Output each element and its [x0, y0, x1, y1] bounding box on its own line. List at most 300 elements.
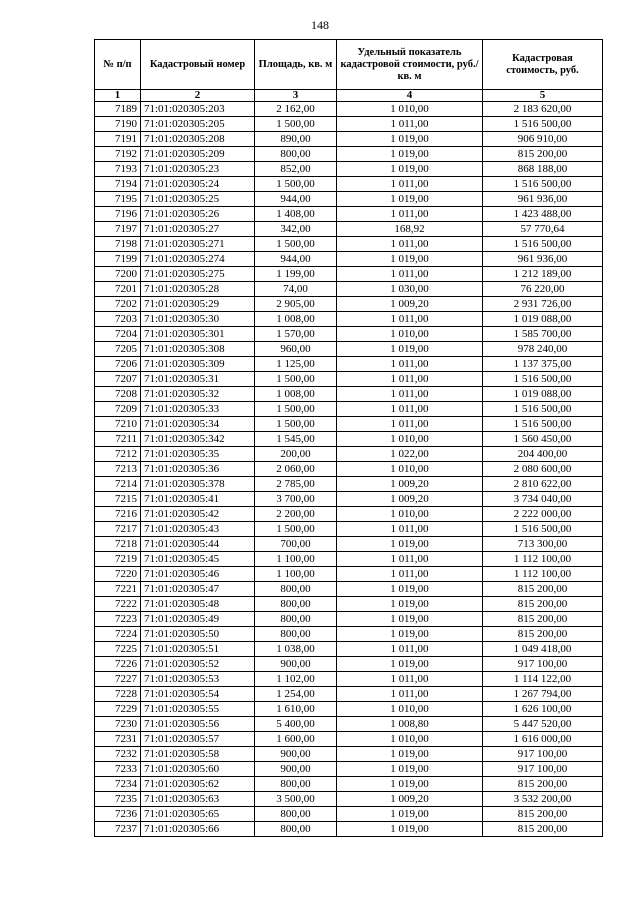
table-row: [95, 387, 603, 402]
area-cell: 944,00: [255, 192, 337, 207]
specific-value-cell: 1 019,00: [337, 822, 483, 837]
table-row: [95, 492, 603, 507]
row-number-cell: 7190: [95, 117, 141, 132]
area-cell: 900,00: [255, 657, 337, 672]
area-cell: 800,00: [255, 627, 337, 642]
specific-value-cell: 1 019,00: [337, 762, 483, 777]
area-cell: 1 500,00: [255, 117, 337, 132]
area-cell: 1 199,00: [255, 267, 337, 282]
cadastral-number-cell: 71:01:020305:65: [141, 807, 255, 822]
table-row: [95, 132, 603, 147]
specific-value-cell: 1 019,00: [337, 807, 483, 822]
table-row: [95, 732, 603, 747]
cadastral-number-cell: 71:01:020305:24: [141, 177, 255, 192]
area-cell: 900,00: [255, 762, 337, 777]
specific-value-cell: 1 011,00: [337, 372, 483, 387]
table-row: [95, 582, 603, 597]
cadastral-value-table: [94, 39, 603, 837]
cadastral-number-cell: 71:01:020305:45: [141, 552, 255, 567]
cadastral-value-cell: 815 200,00: [483, 597, 603, 612]
cadastral-value-cell: 1 423 488,00: [483, 207, 603, 222]
cadastral-number-cell: 71:01:020305:63: [141, 792, 255, 807]
cadastral-number-cell: 71:01:020305:32: [141, 387, 255, 402]
area-cell: 1 038,00: [255, 642, 337, 657]
cadastral-number-cell: 71:01:020305:275: [141, 267, 255, 282]
table-row: [95, 537, 603, 552]
specific-value-cell: 1 011,00: [337, 387, 483, 402]
row-number-cell: 7216: [95, 507, 141, 522]
cadastral-number-cell: 71:01:020305:42: [141, 507, 255, 522]
area-cell: 1 500,00: [255, 237, 337, 252]
cadastral-number-cell: 71:01:020305:309: [141, 357, 255, 372]
column-number: 1: [95, 90, 141, 102]
cadastral-value-cell: 815 200,00: [483, 807, 603, 822]
row-number-cell: 7210: [95, 417, 141, 432]
cadastral-number-cell: 71:01:020305:58: [141, 747, 255, 762]
cadastral-value-cell: 906 910,00: [483, 132, 603, 147]
cadastral-value-cell: 815 200,00: [483, 147, 603, 162]
table-row: [95, 807, 603, 822]
specific-value-cell: 1 011,00: [337, 177, 483, 192]
header-area: Площадь, кв. м: [255, 40, 337, 90]
specific-value-cell: 1 010,00: [337, 507, 483, 522]
specific-value-cell: 1 010,00: [337, 702, 483, 717]
cadastral-number-cell: 71:01:020305:47: [141, 582, 255, 597]
cadastral-value-cell: 961 936,00: [483, 252, 603, 267]
specific-value-cell: 1 019,00: [337, 537, 483, 552]
area-cell: 342,00: [255, 222, 337, 237]
header-specific-value: Удельный показатель кадастровой стоимости, руб./кв. м: [337, 40, 483, 90]
table-row: [95, 192, 603, 207]
cadastral-number-cell: 71:01:020305:52: [141, 657, 255, 672]
area-cell: 1 500,00: [255, 372, 337, 387]
area-cell: 1 102,00: [255, 672, 337, 687]
cadastral-value-cell: 1 516 500,00: [483, 417, 603, 432]
table-row: [95, 567, 603, 582]
row-number-cell: 7196: [95, 207, 141, 222]
area-cell: 2 060,00: [255, 462, 337, 477]
cadastral-value-cell: 5 447 520,00: [483, 717, 603, 732]
row-number-cell: 7212: [95, 447, 141, 462]
cadastral-value-cell: 1 114 122,00: [483, 672, 603, 687]
cadastral-value-cell: 3 532 200,00: [483, 792, 603, 807]
row-number-cell: 7202: [95, 297, 141, 312]
row-number-cell: 7230: [95, 717, 141, 732]
area-cell: 1 500,00: [255, 522, 337, 537]
area-cell: 960,00: [255, 342, 337, 357]
table-row: [95, 342, 603, 357]
cadastral-number-cell: 71:01:020305:48: [141, 597, 255, 612]
cadastral-value-cell: 917 100,00: [483, 747, 603, 762]
row-number-cell: 7234: [95, 777, 141, 792]
row-number-cell: 7192: [95, 147, 141, 162]
cadastral-number-cell: 71:01:020305:342: [141, 432, 255, 447]
specific-value-cell: 1 019,00: [337, 627, 483, 642]
column-number: 5: [483, 90, 603, 102]
cadastral-number-cell: 71:01:020305:35: [141, 447, 255, 462]
row-number-cell: 7215: [95, 492, 141, 507]
specific-value-cell: 1 009,20: [337, 492, 483, 507]
cadastral-number-cell: 71:01:020305:66: [141, 822, 255, 837]
specific-value-cell: 1 011,00: [337, 357, 483, 372]
row-number-cell: 7218: [95, 537, 141, 552]
cadastral-number-cell: 71:01:020305:36: [141, 462, 255, 477]
table-row: [95, 432, 603, 447]
row-number-cell: 7206: [95, 357, 141, 372]
specific-value-cell: 1 022,00: [337, 447, 483, 462]
table-row: [95, 147, 603, 162]
cadastral-number-cell: 71:01:020305:301: [141, 327, 255, 342]
cadastral-value-cell: 917 100,00: [483, 657, 603, 672]
cadastral-number-cell: 71:01:020305:274: [141, 252, 255, 267]
row-number-cell: 7228: [95, 687, 141, 702]
area-cell: 700,00: [255, 537, 337, 552]
specific-value-cell: 1 011,00: [337, 237, 483, 252]
cadastral-number-cell: 71:01:020305:60: [141, 762, 255, 777]
specific-value-cell: 1 019,00: [337, 582, 483, 597]
area-cell: 944,00: [255, 252, 337, 267]
table-row: [95, 462, 603, 477]
table-row: [95, 207, 603, 222]
cadastral-value-cell: 2 810 622,00: [483, 477, 603, 492]
cadastral-value-cell: 1 212 189,00: [483, 267, 603, 282]
area-cell: 1 610,00: [255, 702, 337, 717]
cadastral-value-cell: 978 240,00: [483, 342, 603, 357]
cadastral-value-cell: 917 100,00: [483, 762, 603, 777]
table-row: [95, 672, 603, 687]
area-cell: 1 254,00: [255, 687, 337, 702]
cadastral-number-cell: 71:01:020305:55: [141, 702, 255, 717]
specific-value-cell: 1 011,00: [337, 687, 483, 702]
table-row: [95, 717, 603, 732]
table-row: [95, 642, 603, 657]
cadastral-value-cell: 76 220,00: [483, 282, 603, 297]
row-number-cell: 7204: [95, 327, 141, 342]
table-header-row: [95, 40, 603, 90]
specific-value-cell: 1 011,00: [337, 642, 483, 657]
row-number-cell: 7233: [95, 762, 141, 777]
row-number-cell: 7227: [95, 672, 141, 687]
specific-value-cell: 1 019,00: [337, 777, 483, 792]
area-cell: 1 500,00: [255, 402, 337, 417]
specific-value-cell: 1 019,00: [337, 147, 483, 162]
area-cell: 1 500,00: [255, 417, 337, 432]
cadastral-value-cell: 1 516 500,00: [483, 522, 603, 537]
row-number-cell: 7211: [95, 432, 141, 447]
area-cell: 890,00: [255, 132, 337, 147]
row-number-cell: 7236: [95, 807, 141, 822]
area-cell: 2 905,00: [255, 297, 337, 312]
cadastral-value-cell: 815 200,00: [483, 627, 603, 642]
area-cell: 1 008,00: [255, 387, 337, 402]
cadastral-number-cell: 71:01:020305:62: [141, 777, 255, 792]
cadastral-number-cell: 71:01:020305:31: [141, 372, 255, 387]
cadastral-number-cell: 71:01:020305:54: [141, 687, 255, 702]
cadastral-number-cell: 71:01:020305:205: [141, 117, 255, 132]
cadastral-number-cell: 71:01:020305:46: [141, 567, 255, 582]
cadastral-number-cell: 71:01:020305:29: [141, 297, 255, 312]
specific-value-cell: 1 019,00: [337, 747, 483, 762]
table-row: [95, 177, 603, 192]
cadastral-value-cell: 1 137 375,00: [483, 357, 603, 372]
table-row: [95, 657, 603, 672]
row-number-cell: 7217: [95, 522, 141, 537]
row-number-cell: 7232: [95, 747, 141, 762]
cadastral-value-cell: 713 300,00: [483, 537, 603, 552]
area-cell: 2 162,00: [255, 102, 337, 117]
row-number-cell: 7231: [95, 732, 141, 747]
row-number-cell: 7207: [95, 372, 141, 387]
specific-value-cell: 1 019,00: [337, 342, 483, 357]
area-cell: 1 500,00: [255, 177, 337, 192]
row-number-cell: 7220: [95, 567, 141, 582]
row-number-cell: 7235: [95, 792, 141, 807]
cadastral-value-cell: 1 516 500,00: [483, 237, 603, 252]
table-row: [95, 507, 603, 522]
area-cell: 1 545,00: [255, 432, 337, 447]
cadastral-value-cell: 1 049 418,00: [483, 642, 603, 657]
cadastral-value-cell: 868 188,00: [483, 162, 603, 177]
cadastral-value-cell: 1 019 088,00: [483, 312, 603, 327]
row-number-cell: 7194: [95, 177, 141, 192]
cadastral-value-cell: 1 626 100,00: [483, 702, 603, 717]
table-row: [95, 357, 603, 372]
area-cell: 200,00: [255, 447, 337, 462]
area-cell: 800,00: [255, 147, 337, 162]
specific-value-cell: 1 009,20: [337, 477, 483, 492]
specific-value-cell: 1 019,00: [337, 162, 483, 177]
area-cell: 1 408,00: [255, 207, 337, 222]
area-cell: 1 008,00: [255, 312, 337, 327]
table-row: [95, 747, 603, 762]
row-number-cell: 7223: [95, 612, 141, 627]
row-number-cell: 7195: [95, 192, 141, 207]
page-number: 148: [311, 18, 329, 32]
cadastral-number-cell: 71:01:020305:308: [141, 342, 255, 357]
table-row: [95, 297, 603, 312]
specific-value-cell: 1 011,00: [337, 117, 483, 132]
cadastral-number-cell: 71:01:020305:56: [141, 717, 255, 732]
table-row: [95, 627, 603, 642]
specific-value-cell: 168,92: [337, 222, 483, 237]
specific-value-cell: 1 010,00: [337, 327, 483, 342]
table-row: [95, 777, 603, 792]
cadastral-value-cell: 1 516 500,00: [483, 402, 603, 417]
column-number: 2: [141, 90, 255, 102]
cadastral-value-cell: 1 112 100,00: [483, 552, 603, 567]
cadastral-value-cell: 1 516 500,00: [483, 177, 603, 192]
specific-value-cell: 1 019,00: [337, 252, 483, 267]
table-row: [95, 552, 603, 567]
specific-value-cell: 1 010,00: [337, 462, 483, 477]
column-number-row: [95, 90, 603, 102]
table-row: [95, 237, 603, 252]
cadastral-value-cell: 1 560 450,00: [483, 432, 603, 447]
row-number-cell: 7213: [95, 462, 141, 477]
table-row: [95, 327, 603, 342]
header-cadastral-number: Кадастровый номер: [141, 40, 255, 90]
table-row: [95, 372, 603, 387]
row-number-cell: 7197: [95, 222, 141, 237]
table-row: [95, 312, 603, 327]
area-cell: 2 200,00: [255, 507, 337, 522]
specific-value-cell: 1 010,00: [337, 732, 483, 747]
cadastral-value-cell: 815 200,00: [483, 612, 603, 627]
cadastral-value-cell: 1 616 000,00: [483, 732, 603, 747]
row-number-cell: 7222: [95, 597, 141, 612]
cadastral-value-cell: 1 019 088,00: [483, 387, 603, 402]
area-cell: 800,00: [255, 777, 337, 792]
cadastral-value-cell: 3 734 040,00: [483, 492, 603, 507]
cadastral-number-cell: 71:01:020305:208: [141, 132, 255, 147]
cadastral-value-cell: 57 770,64: [483, 222, 603, 237]
cadastral-value-cell: 961 936,00: [483, 192, 603, 207]
cadastral-number-cell: 71:01:020305:49: [141, 612, 255, 627]
cadastral-number-cell: 71:01:020305:209: [141, 147, 255, 162]
row-number-cell: 7221: [95, 582, 141, 597]
table-row: [95, 252, 603, 267]
cadastral-number-cell: 71:01:020305:271: [141, 237, 255, 252]
area-cell: 1 600,00: [255, 732, 337, 747]
cadastral-number-cell: 71:01:020305:57: [141, 732, 255, 747]
table-row: [95, 477, 603, 492]
cadastral-number-cell: 71:01:020305:30: [141, 312, 255, 327]
row-number-cell: 7191: [95, 132, 141, 147]
area-cell: 800,00: [255, 582, 337, 597]
row-number-cell: 7224: [95, 627, 141, 642]
specific-value-cell: 1 011,00: [337, 402, 483, 417]
cadastral-number-cell: 71:01:020305:53: [141, 672, 255, 687]
specific-value-cell: 1 011,00: [337, 672, 483, 687]
specific-value-cell: 1 009,20: [337, 792, 483, 807]
column-number: 4: [337, 90, 483, 102]
row-number-cell: 7226: [95, 657, 141, 672]
cadastral-number-cell: 71:01:020305:203: [141, 102, 255, 117]
table-row: [95, 102, 603, 117]
table-row: [95, 402, 603, 417]
specific-value-cell: 1 011,00: [337, 417, 483, 432]
cadastral-value-cell: 1 267 794,00: [483, 687, 603, 702]
table-row: [95, 792, 603, 807]
column-number: 3: [255, 90, 337, 102]
row-number-cell: 7189: [95, 102, 141, 117]
cadastral-value-cell: 204 400,00: [483, 447, 603, 462]
table-row: [95, 612, 603, 627]
header-cadastral-value: Кадастровая стоимость, руб.: [483, 40, 603, 90]
specific-value-cell: 1 009,20: [337, 297, 483, 312]
table-row: [95, 597, 603, 612]
specific-value-cell: 1 011,00: [337, 267, 483, 282]
cadastral-number-cell: 71:01:020305:26: [141, 207, 255, 222]
cadastral-number-cell: 71:01:020305:34: [141, 417, 255, 432]
specific-value-cell: 1 010,00: [337, 102, 483, 117]
cadastral-number-cell: 71:01:020305:44: [141, 537, 255, 552]
row-number-cell: 7208: [95, 387, 141, 402]
row-number-cell: 7193: [95, 162, 141, 177]
cadastral-value-cell: 1 112 100,00: [483, 567, 603, 582]
cadastral-number-cell: 71:01:020305:25: [141, 192, 255, 207]
area-cell: 2 785,00: [255, 477, 337, 492]
cadastral-value-cell: 815 200,00: [483, 822, 603, 837]
row-number-cell: 7200: [95, 267, 141, 282]
area-cell: 800,00: [255, 597, 337, 612]
table-row: [95, 522, 603, 537]
table-row: [95, 447, 603, 462]
cadastral-value-cell: 1 516 500,00: [483, 372, 603, 387]
table-row: [95, 162, 603, 177]
table-row: [95, 822, 603, 837]
cadastral-number-cell: 71:01:020305:33: [141, 402, 255, 417]
area-cell: 1 100,00: [255, 567, 337, 582]
row-number-cell: 7198: [95, 237, 141, 252]
row-number-cell: 7219: [95, 552, 141, 567]
area-cell: 1 570,00: [255, 327, 337, 342]
area-cell: 900,00: [255, 747, 337, 762]
cadastral-number-cell: 71:01:020305:23: [141, 162, 255, 177]
cadastral-number-cell: 71:01:020305:50: [141, 627, 255, 642]
specific-value-cell: 1 019,00: [337, 192, 483, 207]
specific-value-cell: 1 019,00: [337, 657, 483, 672]
row-number-cell: 7199: [95, 252, 141, 267]
row-number-cell: 7209: [95, 402, 141, 417]
cadastral-number-cell: 71:01:020305:378: [141, 477, 255, 492]
table-row: [95, 267, 603, 282]
area-cell: 5 400,00: [255, 717, 337, 732]
cadastral-value-cell: 2 183 620,00: [483, 102, 603, 117]
cadastral-value-cell: 1 585 700,00: [483, 327, 603, 342]
area-cell: 800,00: [255, 822, 337, 837]
specific-value-cell: 1 011,00: [337, 207, 483, 222]
specific-value-cell: 1 011,00: [337, 552, 483, 567]
cadastral-value-cell: 2 080 600,00: [483, 462, 603, 477]
table-row: [95, 282, 603, 297]
cadastral-number-cell: 71:01:020305:28: [141, 282, 255, 297]
specific-value-cell: 1 011,00: [337, 312, 483, 327]
area-cell: 3 500,00: [255, 792, 337, 807]
specific-value-cell: 1 011,00: [337, 567, 483, 582]
specific-value-cell: 1 030,00: [337, 282, 483, 297]
table-row: [95, 417, 603, 432]
table-row: [95, 702, 603, 717]
area-cell: 1 100,00: [255, 552, 337, 567]
cadastral-value-cell: 815 200,00: [483, 777, 603, 792]
area-cell: 800,00: [255, 612, 337, 627]
row-number-cell: 7201: [95, 282, 141, 297]
cadastral-number-cell: 71:01:020305:27: [141, 222, 255, 237]
cadastral-value-cell: 1 516 500,00: [483, 117, 603, 132]
specific-value-cell: 1 010,00: [337, 432, 483, 447]
cadastral-number-cell: 71:01:020305:41: [141, 492, 255, 507]
area-cell: 3 700,00: [255, 492, 337, 507]
cadastral-number-cell: 71:01:020305:43: [141, 522, 255, 537]
table-row: [95, 762, 603, 777]
row-number-cell: 7237: [95, 822, 141, 837]
row-number-cell: 7229: [95, 702, 141, 717]
specific-value-cell: 1 008,80: [337, 717, 483, 732]
row-number-cell: 7214: [95, 477, 141, 492]
specific-value-cell: 1 019,00: [337, 597, 483, 612]
specific-value-cell: 1 019,00: [337, 132, 483, 147]
area-cell: 852,00: [255, 162, 337, 177]
table-row: [95, 687, 603, 702]
cadastral-value-cell: 2 222 000,00: [483, 507, 603, 522]
table-row: [95, 117, 603, 132]
table-row: [95, 222, 603, 237]
specific-value-cell: 1 011,00: [337, 522, 483, 537]
area-cell: 74,00: [255, 282, 337, 297]
header-row-number: № п/п: [95, 40, 141, 90]
row-number-cell: 7205: [95, 342, 141, 357]
